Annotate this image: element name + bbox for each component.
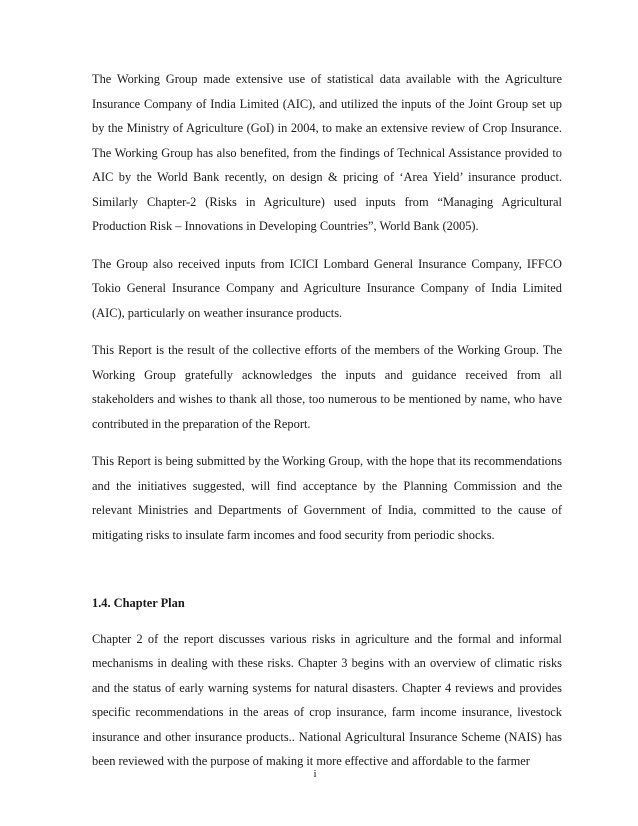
page-content [92, 67, 562, 787]
section-heading-chapter-plan: 1.4. Chapter Plan [92, 596, 185, 610]
page-number: i [313, 768, 317, 780]
paragraph-inputs-received: The Group also received inputs from ICICI Lombard General Insurance Company, IFFCO Tokio General Insurance Company and Agriculture Insurance Company of India Limited (AIC), particularly on weather insurance products. [92, 256, 562, 320]
paragraph-chapter-plan: Chapter 2 of the report discusses various risks in agriculture and the formal and informal mechanisms in dealing with these risks. Chapter 3 begins with an overview of climatic risks and the status of early warning systems for natural disasters. Chapter 4 reviews and provides specific recommendations in the areas of crop insurance, farm income insurance, livestock insurance and other insurance products.. National Agricultural Insurance Scheme (NAIS) has been reviewed with the purpose of making it more effective and affordable to the farmer [92, 631, 562, 768]
paragraph-submission: This Report is being submitted by the Working Group, with the hope that its recommendations and the initiatives suggested, will find acceptance by the Planning Commission and the relevant Ministries and Departments of Government of India, committed to the cause of mitigating risks to insulate farm incomes and food security from periodic shocks. [92, 454, 562, 542]
paragraph-data-sources: The Working Group made extensive use of statistical data available with the Agriculture Insurance Company of India Limited (AIC), and utilized the inputs of the Joint Group set up by the Ministry of Agriculture (GoI) in 2004, to make an extensive review of Crop Insurance. The Working Group has also benefited, from the findings of Technical Assistance provided to AIC by the World Bank recently, on design & pricing of ‘Area Yield’ insurance product. Similarly Chapter-2 (Risks in Agriculture) used inputs from “Managing Agricultural Production Risk – Innovations in Developing Countries”, World Bank (2005). [92, 72, 562, 233]
paragraph-acknowledgements: This Report is the result of the collective efforts of the members of the Working Group. The Working Group gratefully acknowledges the inputs and guidance received from all stakeholders and wishes to thank all those, too numerous to be mentioned by name, who have contributed in the preparation of the Report. [92, 343, 562, 431]
